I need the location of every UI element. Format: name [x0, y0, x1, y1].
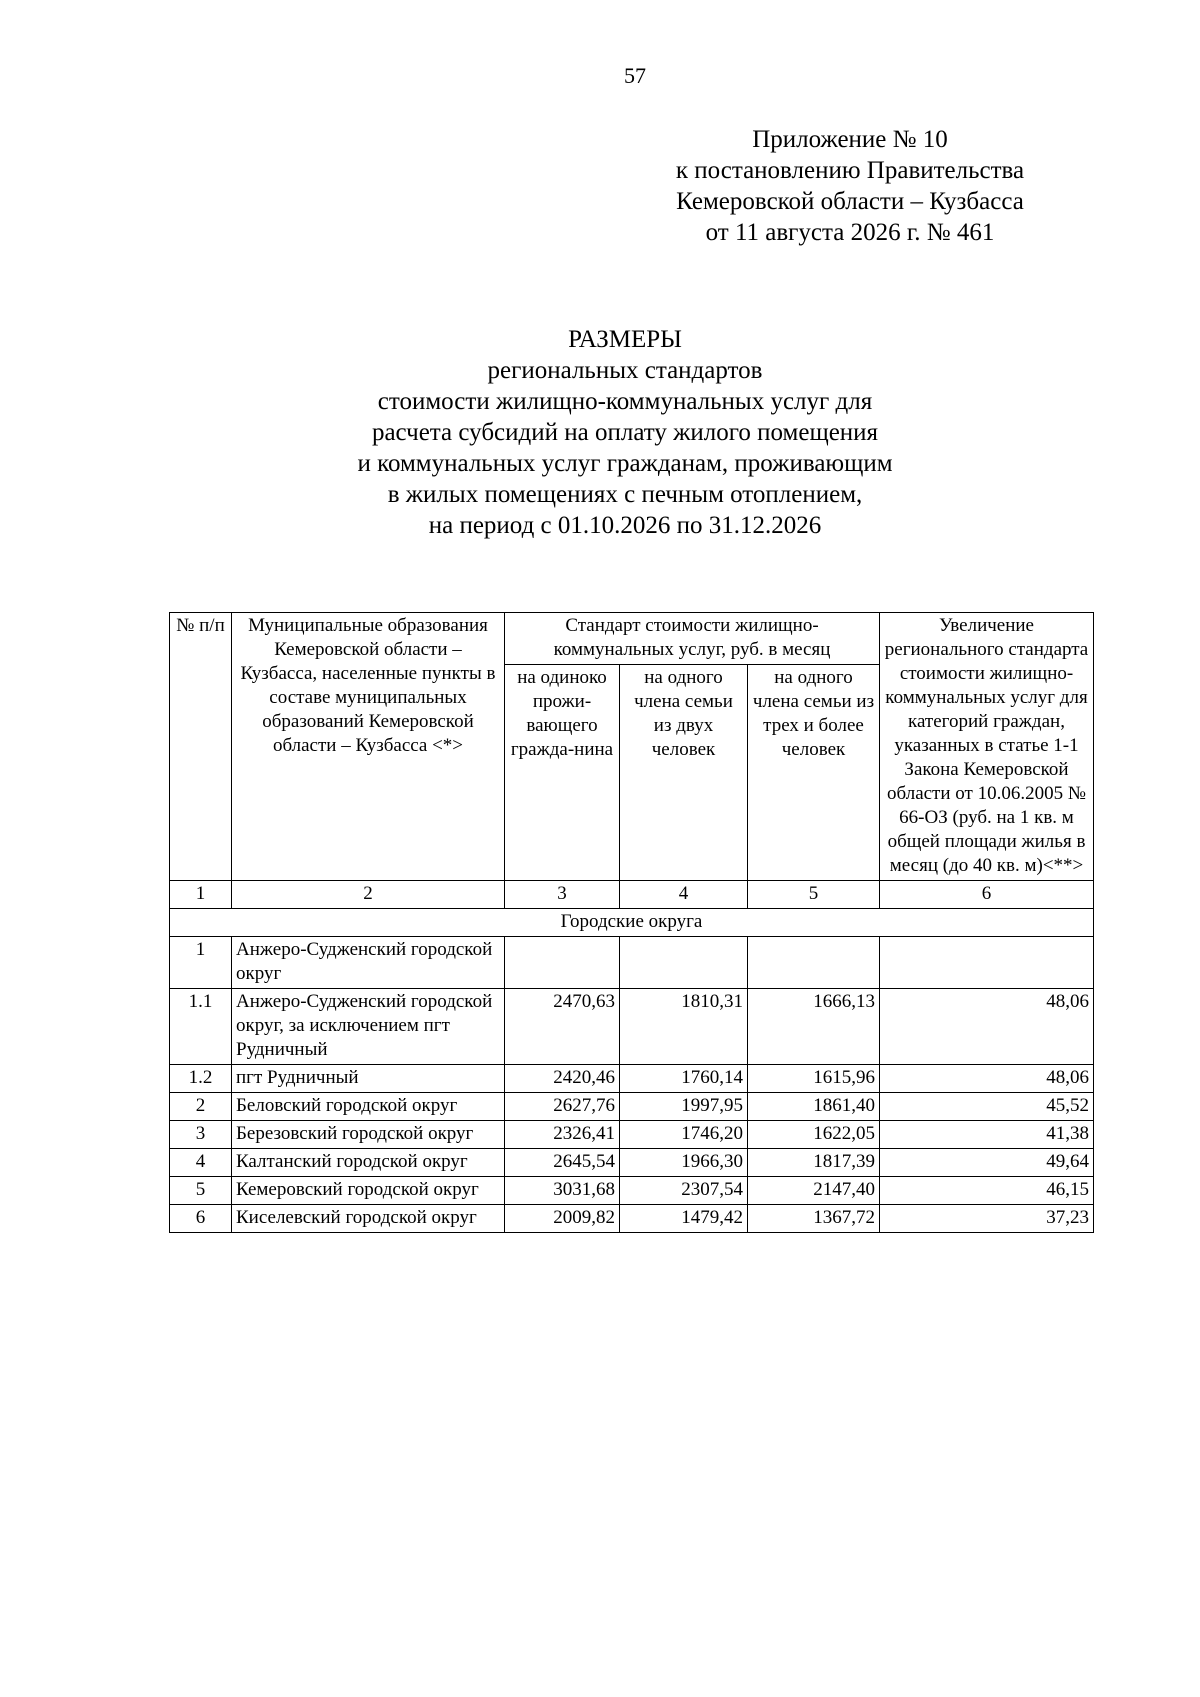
row-two-cell: 1966,30: [620, 1149, 748, 1177]
table-row: [170, 1205, 1094, 1233]
table-row: [170, 1093, 1094, 1121]
row-single-cell: 2009,82: [505, 1205, 620, 1233]
table-row: [170, 989, 1094, 1065]
column-number: 1: [170, 881, 232, 909]
title-line: на период с 01.10.2026 по 31.12.2026: [428, 512, 822, 539]
table-header-row: [170, 613, 1094, 665]
title-line: РАЗМЕРЫ: [568, 326, 682, 353]
row-name-cell: Анжеро-Судженский городской округ: [232, 937, 505, 989]
row-single-cell: 2470,63: [505, 989, 620, 1065]
table-row: [170, 1065, 1094, 1093]
row-name-cell: Березовский городской округ: [232, 1121, 505, 1149]
annex-line: к постановлению Правительства: [675, 157, 1025, 184]
row-three-cell: 1861,40: [748, 1093, 880, 1121]
row-increase-cell: [880, 937, 1094, 989]
title-line: и коммунальных услуг гражданам, проживающим: [357, 450, 893, 477]
row-two-cell: 1997,95: [620, 1093, 748, 1121]
row-num-cell: 1: [170, 937, 232, 989]
header-standard-group: Стандарт стоимости жилищно-коммунальных услуг, руб. в месяц: [505, 613, 880, 665]
table-row: [170, 1177, 1094, 1205]
row-three-cell: 1615,96: [748, 1065, 880, 1093]
row-single-cell: [505, 937, 620, 989]
row-name-cell: Киселевский городской округ: [232, 1205, 505, 1233]
row-two-cell: 1746,20: [620, 1121, 748, 1149]
table-row: [170, 937, 1094, 989]
title-line: стоимости жилищно-коммунальных услуг для: [377, 388, 873, 415]
annex-line: от 11 августа 2026 г. № 461: [705, 219, 995, 246]
row-name-cell: Калтанский городской округ: [232, 1149, 505, 1177]
title-line: расчета субсидий на оплату жилого помещения: [371, 419, 879, 446]
row-single-cell: 2627,76: [505, 1093, 620, 1121]
column-number: 5: [748, 881, 880, 909]
title-line: в жилых помещениях с печным отоплением,: [387, 481, 863, 508]
header-two: на одного члена семьи из двух человек: [620, 665, 748, 881]
row-name-cell: Анжеро-Судженский городской округ, за исключением пгт Рудничный: [232, 989, 505, 1065]
document-title: [160, 324, 1090, 541]
row-name-cell: Кемеровский городской округ: [232, 1177, 505, 1205]
row-three-cell: 1666,13: [748, 989, 880, 1065]
header-municipality: Муниципальные образования Кемеровской области – Кузбасса, населенные пункты в составе муниципальных образований Кемеровской области – Кузбасса <*>: [232, 613, 505, 881]
row-increase-cell: 49,64: [880, 1149, 1094, 1177]
row-two-cell: 1810,31: [620, 989, 748, 1065]
row-increase-cell: 37,23: [880, 1205, 1094, 1233]
row-num-cell: 3: [170, 1121, 232, 1149]
row-three-cell: 1817,39: [748, 1149, 880, 1177]
column-number: 4: [620, 881, 748, 909]
section-row: [170, 909, 1094, 937]
row-increase-cell: 41,38: [880, 1121, 1094, 1149]
header-single: на одиноко прожи-вающего гражда-нина: [505, 665, 620, 881]
header-increase: Увеличение регионального стандарта стоимости жилищно-коммунальных услуг для категорий граждан, указанных в статье 1-1 Закона Кемеровской области от 10.06.2005 № 66-ОЗ (руб. на 1 кв. м общей площади жилья в месяц (до 40 кв. м)<**>: [880, 613, 1094, 881]
column-number: 6: [880, 881, 1094, 909]
column-number: 2: [232, 881, 505, 909]
row-single-cell: 2420,46: [505, 1065, 620, 1093]
row-num-cell: 5: [170, 1177, 232, 1205]
row-num-cell: 6: [170, 1205, 232, 1233]
column-numbers-row: [170, 881, 1094, 909]
standards-table: [169, 612, 1094, 1233]
row-num-cell: 4: [170, 1149, 232, 1177]
row-increase-cell: 45,52: [880, 1093, 1094, 1121]
row-name-cell: пгт Рудничный: [232, 1065, 505, 1093]
table-row: [170, 1149, 1094, 1177]
row-two-cell: 2307,54: [620, 1177, 748, 1205]
page-number: 57: [624, 63, 646, 88]
row-increase-cell: 48,06: [880, 1065, 1094, 1093]
section-title: Городские округа: [170, 909, 1094, 937]
row-increase-cell: 46,15: [880, 1177, 1094, 1205]
row-three-cell: 2147,40: [748, 1177, 880, 1205]
row-three-cell: [748, 937, 880, 989]
title-line: региональных стандартов: [487, 357, 763, 384]
row-single-cell: 2326,41: [505, 1121, 620, 1149]
annex-line: Приложение № 10: [752, 126, 948, 153]
row-two-cell: 1760,14: [620, 1065, 748, 1093]
row-num-cell: 1.2: [170, 1065, 232, 1093]
table-row: [170, 1121, 1094, 1149]
row-num-cell: 2: [170, 1093, 232, 1121]
row-single-cell: 2645,54: [505, 1149, 620, 1177]
annex-line: Кемеровской области – Кузбасса: [676, 188, 1024, 215]
annex-header: [600, 124, 1100, 248]
header-num: № п/п: [170, 613, 232, 881]
row-name-cell: Беловский городской округ: [232, 1093, 505, 1121]
row-two-cell: 1479,42: [620, 1205, 748, 1233]
row-three-cell: 1622,05: [748, 1121, 880, 1149]
row-two-cell: [620, 937, 748, 989]
row-three-cell: 1367,72: [748, 1205, 880, 1233]
row-increase-cell: 48,06: [880, 989, 1094, 1065]
table-body: [170, 937, 1094, 1233]
row-num-cell: 1.1: [170, 989, 232, 1065]
column-number: 3: [505, 881, 620, 909]
header-three-plus: на одного члена семьи из трех и более человек: [748, 665, 880, 881]
row-single-cell: 3031,68: [505, 1177, 620, 1205]
